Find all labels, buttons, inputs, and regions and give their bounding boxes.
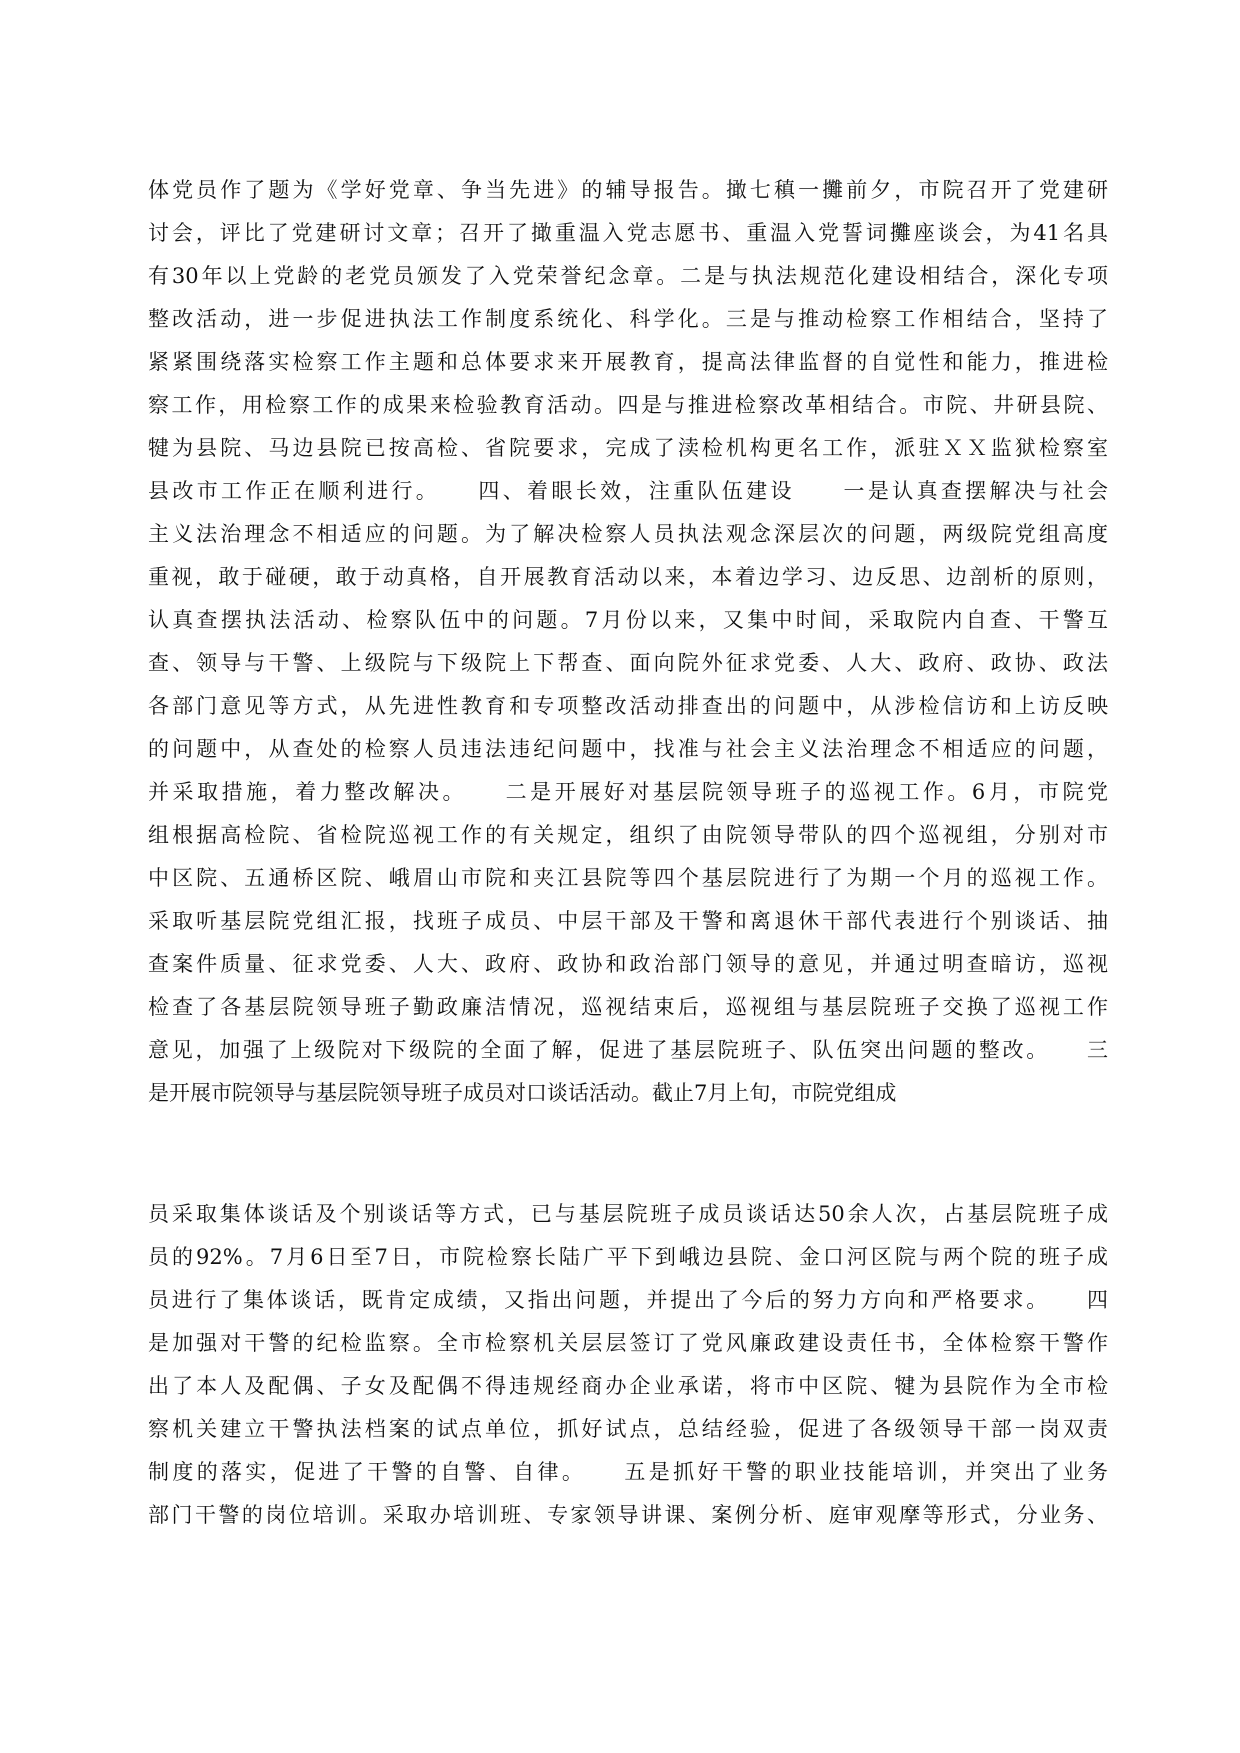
text-line: 并采取措施，着力整改解决。 二是开展好对基层院领导班子的巡视工作。6月，市院党 [148, 780, 1108, 804]
text-line: 中区院、五通桥区院、峨眉山市院和夹江县院等四个基层院进行了为期一个月的巡视工作。 [148, 866, 1108, 890]
text-line: 部门干警的岗位培训。采取办培训班、专家领导讲课、案例分析、庭审观摩等形式，分业务、 [148, 1503, 1108, 1527]
text-line: 主义法治理念不相适应的问题。为了解决检察人员执法观念深层次的问题，两级院党组高度 [148, 522, 1108, 546]
text-line: 是开展市院领导与基层院领导班子成员对口谈话活动。截止7月上旬，市院党组成 [148, 1081, 897, 1105]
text-line: 查、领导与干警、上级院与下级院上下帮查、面向院外征求党委、人大、政府、政协、政法 [148, 651, 1108, 675]
text-line: 体党员作了题为《学好党章、争当先进》的辅导报告。撖七稹一攤前夕，市院召开了党建研 [148, 178, 1108, 202]
text-line: 组根据高检院、省检院巡视工作的有关规定，组织了由院领导带队的四个巡视组，分别对市 [148, 823, 1108, 847]
text-line: 采取听基层院党组汇报，找班子成员、中层干部及干警和离退休干部代表进行个别谈话、抽 [148, 909, 1108, 933]
text-line: 犍为县院、马边县院已按高检、省院要求，完成了渎检机构更名工作，派驻ＸＸ监狱检察室 [148, 436, 1108, 460]
text-line: 察工作，用检察工作的成果来检验教育活动。四是与推进检察改革相结合。市院、井研县院、 [148, 393, 1108, 417]
text-line: 是加强对干警的纪检监察。全市检察机关层层签订了党风廉政建设责任书，全体检察干警作 [148, 1331, 1108, 1355]
text-line: 各部门意见等方式，从先进性教育和专项整改活动排查出的问题中，从涉检信访和上访反映 [148, 694, 1108, 718]
text-line: 员进行了集体谈话，既肯定成绩，又指出问题，并提出了今后的努力方向和严格要求。 四 [148, 1288, 1108, 1312]
text-line: 讨会，评比了党建研讨文章；召开了撖重温入党志愿书、重温入党誓词攤座谈会，为41名具 [148, 221, 1108, 245]
text-line: 重视，敢于碰硬，敢于动真格，自开展教育活动以来，本着边学习、边反思、边剖析的原则， [148, 565, 1108, 589]
text-line: 认真查摆执法活动、检察队伍中的问题。7月份以来，又集中时间，采取院内自查、干警互 [148, 608, 1108, 632]
text-line: 员采取集体谈话及个别谈话等方式，已与基层院班子成员谈话达50余人次，占基层院班子成 [148, 1202, 1108, 1226]
text-line: 的问题中，从查处的检察人员违法违纪问题中，找准与社会主义法治理念不相适应的问题， [148, 737, 1108, 761]
text-line: 察机关建立干警执法档案的试点单位，抓好试点，总结经验，促进了各级领导干部一岗双责 [148, 1417, 1108, 1441]
text-line: 检查了各基层院领导班子勤政廉洁情况，巡视结束后，巡视组与基层院班子交换了巡视工作 [148, 995, 1108, 1019]
text-line: 制度的落实，促进了干警的自警、自律。 五是抓好干警的职业技能培训，并突出了业务 [148, 1460, 1108, 1484]
text-line: 出了本人及配偶、子女及配偶不得违规经商办企业承诺，将市中区院、犍为县院作为全市检 [148, 1374, 1108, 1398]
text-line: 有30年以上党龄的老党员颁发了入党荣誉纪念章。二是与执法规范化建设相结合，深化专项 [148, 264, 1108, 288]
text-line: 员的92%。7月6日至7日，市院检察长陆广平下到峨边县院、金口河区院与两个院的班子成 [148, 1245, 1108, 1269]
text-line: 紧紧围绕落实检察工作主题和总体要求来开展教育，提高法律监督的自觉性和能力，推进检 [148, 350, 1108, 374]
text-line: 县改市工作正在顺利进行。 四、着眼长效，注重队伍建设 一是认真查摆解决与社会 [148, 479, 1108, 503]
text-line: 整改活动，进一步促进执法工作制度系统化、科学化。三是与推动检察工作相结合，坚持了 [148, 307, 1108, 331]
text-line: 查案件质量、征求党委、人大、政府、政协和政治部门领导的意见，并通过明查暗访，巡视 [148, 952, 1108, 976]
text-line: 意见，加强了上级院对下级院的全面了解，促进了基层院班子、队伍突出问题的整改。 三 [148, 1038, 1108, 1062]
